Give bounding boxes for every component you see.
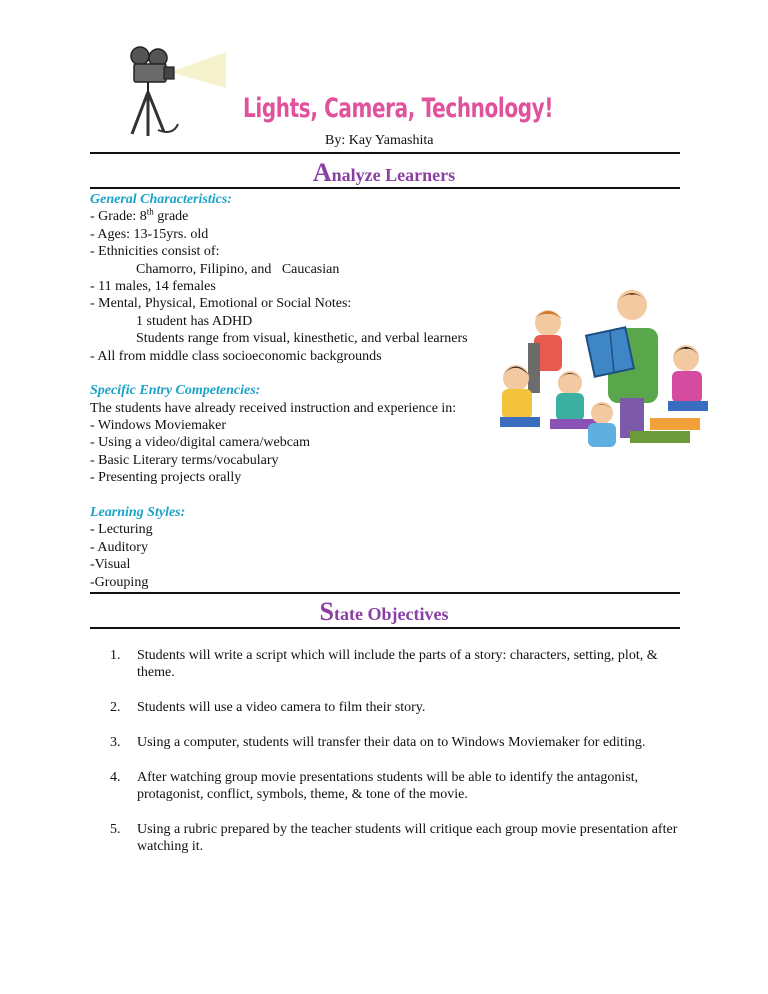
note-item: 1 student has ADHD xyxy=(136,313,253,329)
ethnicities-line: - Ethnicities consist of: xyxy=(90,244,220,260)
entry-item: - Using a video/digital camera/webcam xyxy=(90,435,311,451)
ages-line: - Ages: 13-15yrs. old xyxy=(90,226,209,242)
section-heading-objectives: State Objectives xyxy=(319,597,449,626)
document-title: Lights, Camera, Technology! xyxy=(243,93,554,124)
ethnicity-list: Chamorro, Filipino, and Caucasian xyxy=(136,261,340,277)
objective-item: 1. Students will write a script which will include the parts of a story: characters, setting, plot, & theme. xyxy=(110,648,658,681)
entry-intro: The students have already received instruction and experience in: xyxy=(90,400,457,416)
students-reading-illustration xyxy=(490,283,720,458)
spacer xyxy=(90,365,468,382)
subhead-general: General Characteristics: xyxy=(90,192,232,207)
subhead-entry: Specific Entry Competencies: xyxy=(90,383,261,399)
entry-item: - Windows Moviemaker xyxy=(90,418,227,434)
divider xyxy=(90,592,680,594)
style-item: - Auditory xyxy=(90,539,148,555)
section-heading-analyze: Analyze Learners xyxy=(312,158,456,187)
note-item: Students range from visual, kinesthetic, and verbal learners xyxy=(136,331,468,347)
notes-heading: - Mental, Physical, Emotional or Social Notes: xyxy=(90,296,352,312)
objective-item: 5. Using a rubric prepared by the teacher students will critique each group movie presentation after watching it. xyxy=(110,822,678,855)
film-camera-illustration xyxy=(118,44,228,144)
style-item: -Visual xyxy=(90,557,131,573)
style-item: - Lecturing xyxy=(90,522,153,538)
grade-line: - Grade: 8th grade xyxy=(90,206,189,225)
analyze-learners-body xyxy=(90,191,468,591)
background-line: - All from middle class socioeconomic backgrounds xyxy=(90,348,382,364)
entry-item: - Presenting projects orally xyxy=(90,470,242,486)
author-byline: By: Kay Yamashita xyxy=(325,133,434,148)
objective-item: 2. Students will use a video camera to film their story. xyxy=(110,700,426,716)
divider xyxy=(90,627,680,629)
objectives-list xyxy=(110,647,690,873)
divider xyxy=(90,187,680,189)
objective-item: 4. After watching group movie presentations students will be able to identify the antagonist, protagonist, conflict, symbols, theme, & tone of the movie. xyxy=(110,769,639,803)
entry-item: - Basic Literary terms/vocabulary xyxy=(90,452,279,468)
style-item: -Grouping xyxy=(90,574,149,590)
subhead-styles: Learning Styles: xyxy=(90,505,186,521)
divider xyxy=(90,152,680,154)
gender-line: - 11 males, 14 females xyxy=(90,278,216,294)
objective-item: 3. Using a computer, students will transfer their data on to Windows Moviemaker for editing. xyxy=(110,735,646,750)
spacer xyxy=(90,487,468,504)
